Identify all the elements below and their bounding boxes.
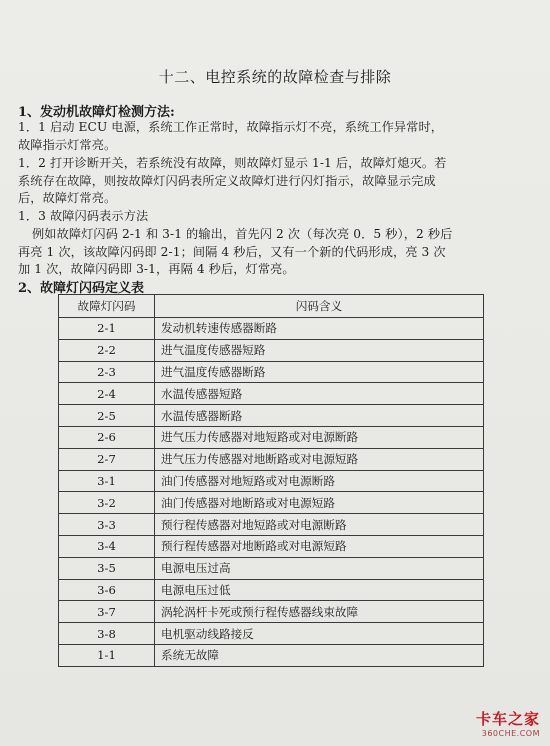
table-row [59,601,484,623]
fault-code-cell: 2-6 [59,426,155,448]
paragraph-1-3-title [18,208,533,226]
table-row [59,579,484,601]
fault-meaning-cell: 进气温度传感器短路 [155,339,484,361]
fault-meaning-cell: 进气压力传感器对地断路或对电源短路 [155,448,484,470]
table-row [59,514,484,536]
paragraph-1-2 [18,155,533,208]
fault-code-cell: 3-2 [59,492,155,514]
table-row [59,383,484,405]
fault-code-cell: 3-7 [59,601,155,623]
text-line: 再亮 1 次，该故障闪码即 2-1；间隔 4 秒后，又有一个新的代码形成，亮 3 次 [18,244,446,259]
fault-meaning-cell: 水温传感器断路 [155,405,484,427]
table-row [59,644,484,666]
fault-meaning-cell: 进气温度传感器断路 [155,361,484,383]
text-line: 加 1 次，故障闪码即 3-1，再隔 4 秒后，灯常亮。 [18,262,295,277]
page-title: 十二、电控系统的故障检查与排除 [158,68,392,86]
text-line: 后，故障灯常亮。 [18,191,117,206]
text-line: 例如故障灯闪码 2-1 和 3-1 的输出，首先闪 2 次（每次亮 0．5 秒），2 秒后 [32,227,453,241]
fault-meaning-cell: 油门传感器对地断路或对电源短路 [155,492,484,514]
table-row [59,623,484,645]
table-row [59,535,484,557]
column-header-code: 故障灯闪码 [59,295,155,318]
fault-meaning-cell: 系统无故障 [155,644,484,666]
fault-code-table [58,294,484,667]
text-line: 故障指示灯常亮。 [18,137,117,152]
fault-code-cell: 3-5 [59,557,155,579]
fault-code-cell: 3-8 [59,623,155,645]
paragraph-1-3 [18,226,533,279]
table-row [59,448,484,470]
text-line: 1．3 故障闪码表示方法 [18,209,149,223]
table-row [59,557,484,579]
fault-meaning-cell: 发动机转速传感器断路 [155,318,484,340]
text-line: 系统存在故障，则按故障灯闪码表所定义故障灯进行闪灯指示，故障显示完成 [18,173,436,188]
fault-meaning-cell: 涡轮涡杆卡死或预行程传感器线束故障 [155,601,484,623]
column-header-meaning: 闪码含义 [155,295,484,318]
table-row [59,361,484,383]
paragraph-1-1 [18,119,533,154]
fault-code-cell: 2-7 [59,448,155,470]
fault-code-cell: 2-4 [59,383,155,405]
fault-code-cell: 3-4 [59,535,155,557]
watermark-main: 卡车之家 [475,710,540,728]
fault-code-cell: 3-1 [59,470,155,492]
table-row [59,426,484,448]
fault-meaning-cell: 电源电压过低 [155,579,484,601]
table-row [59,339,484,361]
fault-code-cell: 3-3 [59,514,155,536]
text-line: 1．2 打开诊断开关，若系统没有故障，则故障灯显示 1-1 后，故障灯熄灭。若 [18,156,447,170]
fault-code-cell: 3-6 [59,579,155,601]
fault-code-cell: 2-5 [59,405,155,427]
table-row [59,492,484,514]
watermark-sub: 360CHE.COM [481,729,540,738]
table-row [59,470,484,492]
fault-code-cell: 2-3 [59,361,155,383]
fault-meaning-cell: 电机驱动线路接反 [155,623,484,645]
fault-meaning-cell: 电源电压过高 [155,557,484,579]
section-2-heading: 2、故障灯闪码定义表 [18,281,145,296]
text-line: 1．1 启动 ECU 电源，系统工作正常时，故障指示灯不亮，系统工作异常时， [18,120,444,134]
fault-meaning-cell: 油门传感器对地短路或对电源断路 [155,470,484,492]
section-1-heading: 1、发动机故障灯检测方法: [18,105,175,120]
fault-code-cell: 2-2 [59,339,155,361]
fault-meaning-cell: 预行程传感器对地短路或对电源断路 [155,514,484,536]
table-row [59,405,484,427]
fault-meaning-cell: 水温传感器短路 [155,383,484,405]
watermark-logo [476,708,540,738]
table-row [59,318,484,340]
fault-meaning-cell: 预行程传感器对地断路或对电源短路 [155,535,484,557]
fault-meaning-cell: 进气压力传感器对地短路或对电源断路 [155,426,484,448]
fault-code-cell: 1-1 [59,644,155,666]
fault-code-cell: 2-1 [59,318,155,340]
table-header-row [59,295,484,318]
